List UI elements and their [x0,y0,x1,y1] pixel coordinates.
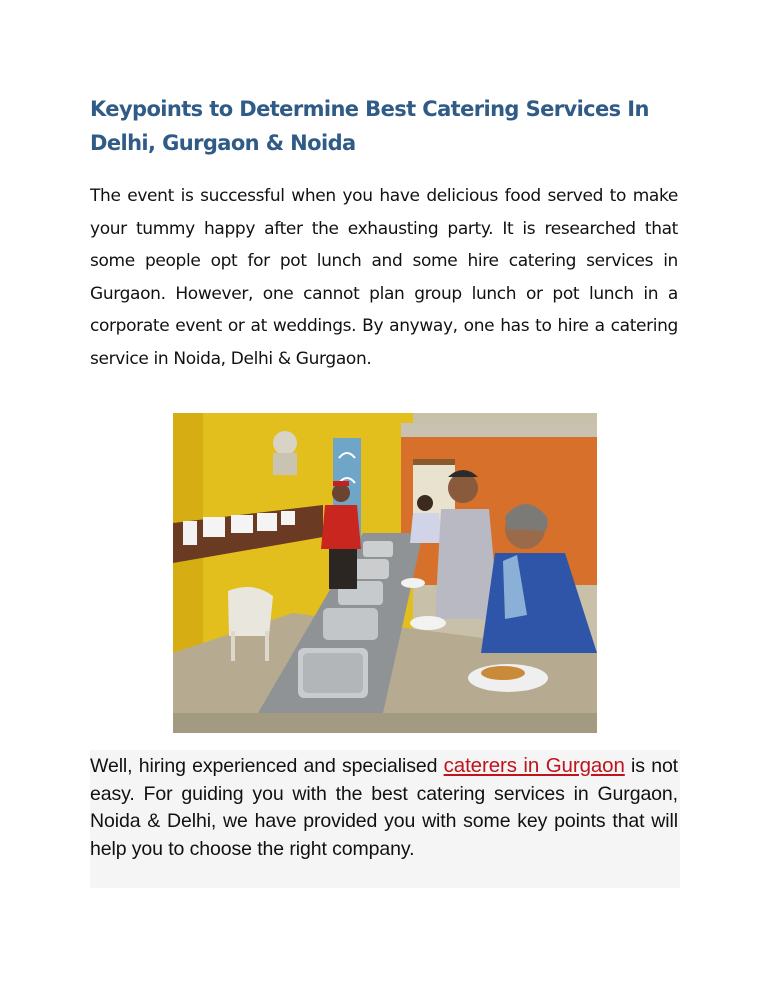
intro-paragraph: The event is successful when you have delicious food served to make your tummy happy after the exhausting party. It is researched that some people opt for pot lunch and some hire catering services in Gurgaon. However, one cannot plan group lunch or pot lunch in a corporate event or at weddings. By anyway, one has to hire a catering service in Noida, Delhi & Gurgaon. [90,186,678,369]
lead-paragraph [90,750,680,863]
caterers-in-gurgaon-link[interactable]: caterers in Gurgaon [443,754,625,777]
buffet-serving-photo [173,413,597,733]
lead-text-before: Well, hiring experienced and specialised [90,755,444,777]
lead-text-after: is not easy. For guiding you with the best catering services in Gurgaon, Noida & Delhi, we have provided you with some key points that will help you to choose the right company. [90,755,679,860]
page-title: Keypoints to Determine Best Catering Services In Delhi, Gurgaon & Noida [90,97,649,155]
lead-paragraph-block [90,750,680,888]
